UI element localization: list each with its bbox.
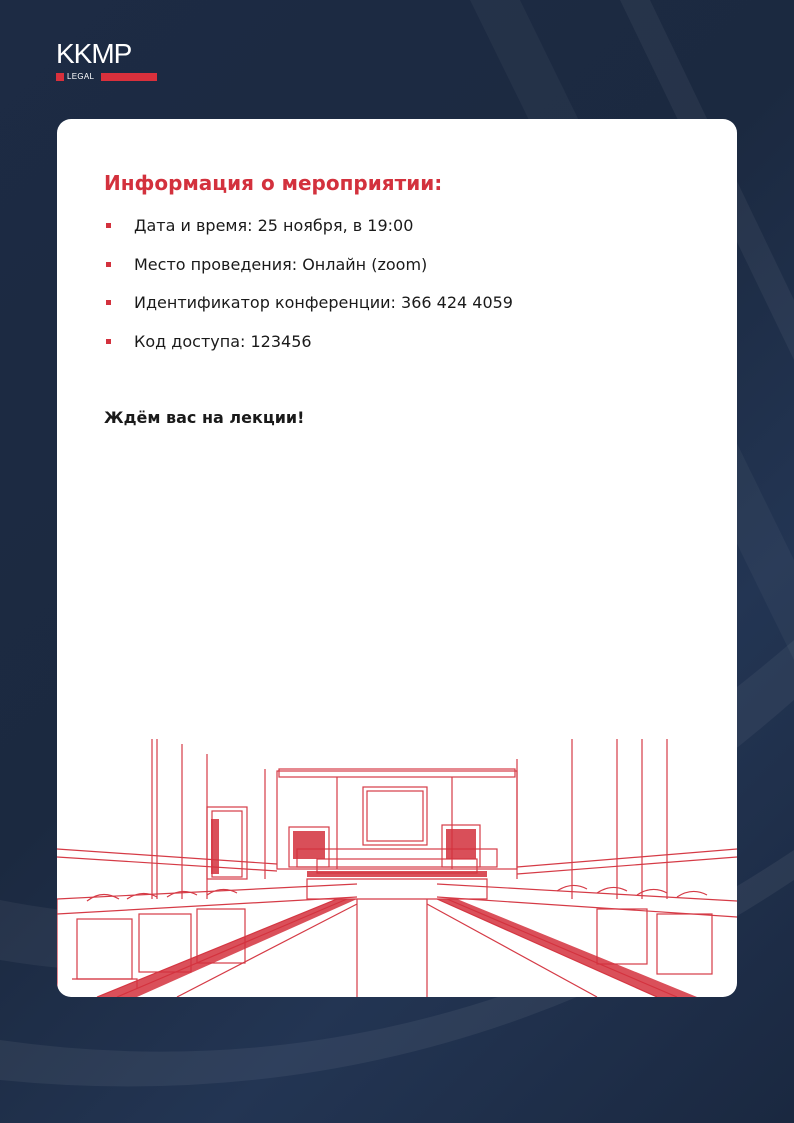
info-item-datetime bbox=[104, 215, 513, 254]
bullet-icon bbox=[106, 339, 111, 344]
info-item-text: Дата и время: 25 ноября, в 19:00 bbox=[134, 216, 414, 235]
info-item-text: Код доступа: 123456 bbox=[134, 331, 312, 351]
info-item-text: Место проведения: Онлайн (zoom) bbox=[134, 254, 428, 274]
event-heading: Информация о мероприятии: bbox=[104, 171, 443, 195]
logo-accent-square bbox=[56, 73, 64, 81]
info-item-text: Идентификатор конференции: 366 424 4059 bbox=[134, 293, 513, 312]
event-card bbox=[57, 119, 737, 997]
info-item-location bbox=[104, 254, 513, 293]
logo-subtitle: LEGAL bbox=[67, 72, 95, 81]
courtroom-illustration bbox=[57, 739, 737, 997]
logo-accent-bar bbox=[101, 73, 157, 81]
company-logo bbox=[56, 38, 158, 84]
closing-message: Ждём вас на лекции! bbox=[104, 408, 305, 427]
bullet-icon bbox=[106, 223, 111, 228]
bullet-icon bbox=[106, 262, 111, 267]
event-info-list bbox=[104, 215, 513, 369]
info-item-conference-id bbox=[104, 292, 513, 331]
info-item-access-code bbox=[104, 331, 513, 370]
logo-wordmark: KKMP bbox=[56, 38, 132, 69]
bullet-icon bbox=[106, 300, 111, 305]
